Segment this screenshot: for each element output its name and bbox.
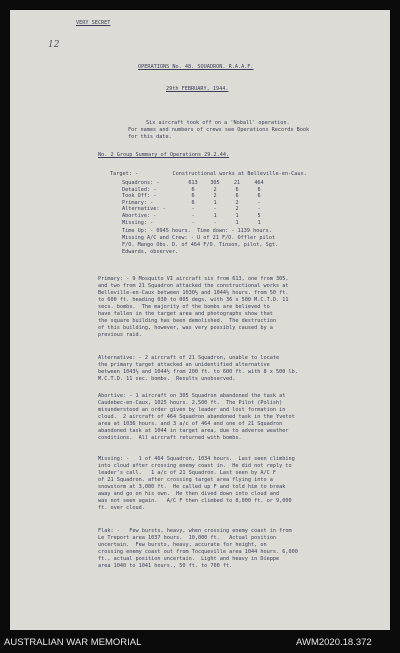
missing-paragraph: Missing: - 1 of 464 Squadron, 1034 hours. Last seen climbing into cloud after crossing enemy coast in. He did not reply to leader's call. 1 a/c of 21 Squadron. Last seen by A/C F of 21 Squadron. after crossing target area flying into a snowstorm at 3,000 ft. He called up F and told him to break away and go on his own. He then dived down into cloud and was not seen again. A/C F then climbed to 8,000 ft. or 9,000 ft. over cloud. [98,456,295,511]
document-title: OPERATIONS No. 48. SQUADRON. R.A.A.F. [138,64,254,70]
handwritten-page-number: 12 [48,40,60,50]
table-row: Missing: - - - 1 1 [122,219,261,226]
document-page [10,10,390,630]
document-date: 29th FEBRUARY, 1944. [166,86,229,92]
table-row: Abortive: - - 1 1 5 [122,212,261,219]
squadron-table [122,180,270,226]
alternative-paragraph: Alternative: - 2 aircraft of 21 Squadron, unable to locate the primary target attacked an unidentified alternative between 1043½ and 1044½ from 200 ft. to 600 ft. with 8 x 500 lb. M.C.T.D. 11 sec. bombs. Results unobserved. [98,355,298,382]
intro-line: for this date. [128,134,172,140]
table-row: Took Off: - 6 2 6 6 [122,193,261,200]
intro-line: Six aircraft took off on a 'Noball' operation. [146,120,290,126]
table-row: Squadrons: - 613 305 21 464 [122,180,264,186]
table-row: Primary: - 6 1 2 - [122,199,261,206]
table-row: Alternative: - - - 2 - [122,206,261,213]
missing-crew-line: Edwards, observer. [122,249,179,255]
archive-reference: AWM2020.18.372 [296,637,372,648]
archive-footer [0,630,400,653]
summary-heading: No. 2 Group Summary of Operations 29.2.44. [98,152,230,158]
intro-line: For names and numbers of crews see Operations Records Book [128,127,310,133]
table-row: Detailed: - 6 2 6 6 [122,186,261,193]
archive-name: AUSTRALIAN WAR MEMORIAL [4,637,142,648]
time-line: Time Up: - 0945 hours. Time down: - 1139 hours. [122,228,272,234]
primary-paragraph: Primary: - 9 Mosquito VI aircraft six from 613, one from 305, and two from 21 Squadron attacked the constructional works at Belleville-en-Caux between 1030½ and 1044½ hours. from 50 ft. to 600 ft. heading 030 to 005 degs. with 36 x 500 M.C.T.D. 11 secs. bombs. The majority of the bombs are believed to have fallen in the target area and photographs show that the square building has been demolished. The destruction of this building, however, was very possibly caused by a previous raid. [98,276,289,338]
abortive-paragraph: Abortive: - 1 aircraft on 305 Squadron abandoned the task at Caudebec-en-Caux, 1025 hours. 2,500 ft. The Pilot (Polish) misunderstood an order given by leader and lost formation in cloud. 2 aircraft of 464 Squadron abandoned task in the Yvetot area at 1036 hours. and 3 a/c of 464 and one of 21 Squadron abandoned task at 1044 in target area, due to adverse weather conditions. All aircraft returned with bombs. [98,393,295,441]
missing-crew-line: F/O. Mango Obs. D. of 464 F/O. Tinson, pilot, Sgt. [122,242,279,248]
classification-label: VERY SECRET [76,20,111,26]
target-line: Target: - Constructional works at Belleville-en-Caux. [110,171,307,177]
missing-crew-line: Missing A/C and Crew: - U of 21 F/O. Offler pilot [122,235,276,241]
flak-paragraph: Flak: - Few bursts, heavy, when crossing enemy coast in from Le Treport area 1037 hours. 10,000 ft. Actual position uncertain. Few bursts, heavy, accurate for height, on crossing enemy coast out from Tocqueville area 1044 hours. 6,000 ft., actual position uncertain. Light and heavy in Dieppe area 1040 to 1041 hours., 50 ft. to 700 ft. [98,528,298,569]
